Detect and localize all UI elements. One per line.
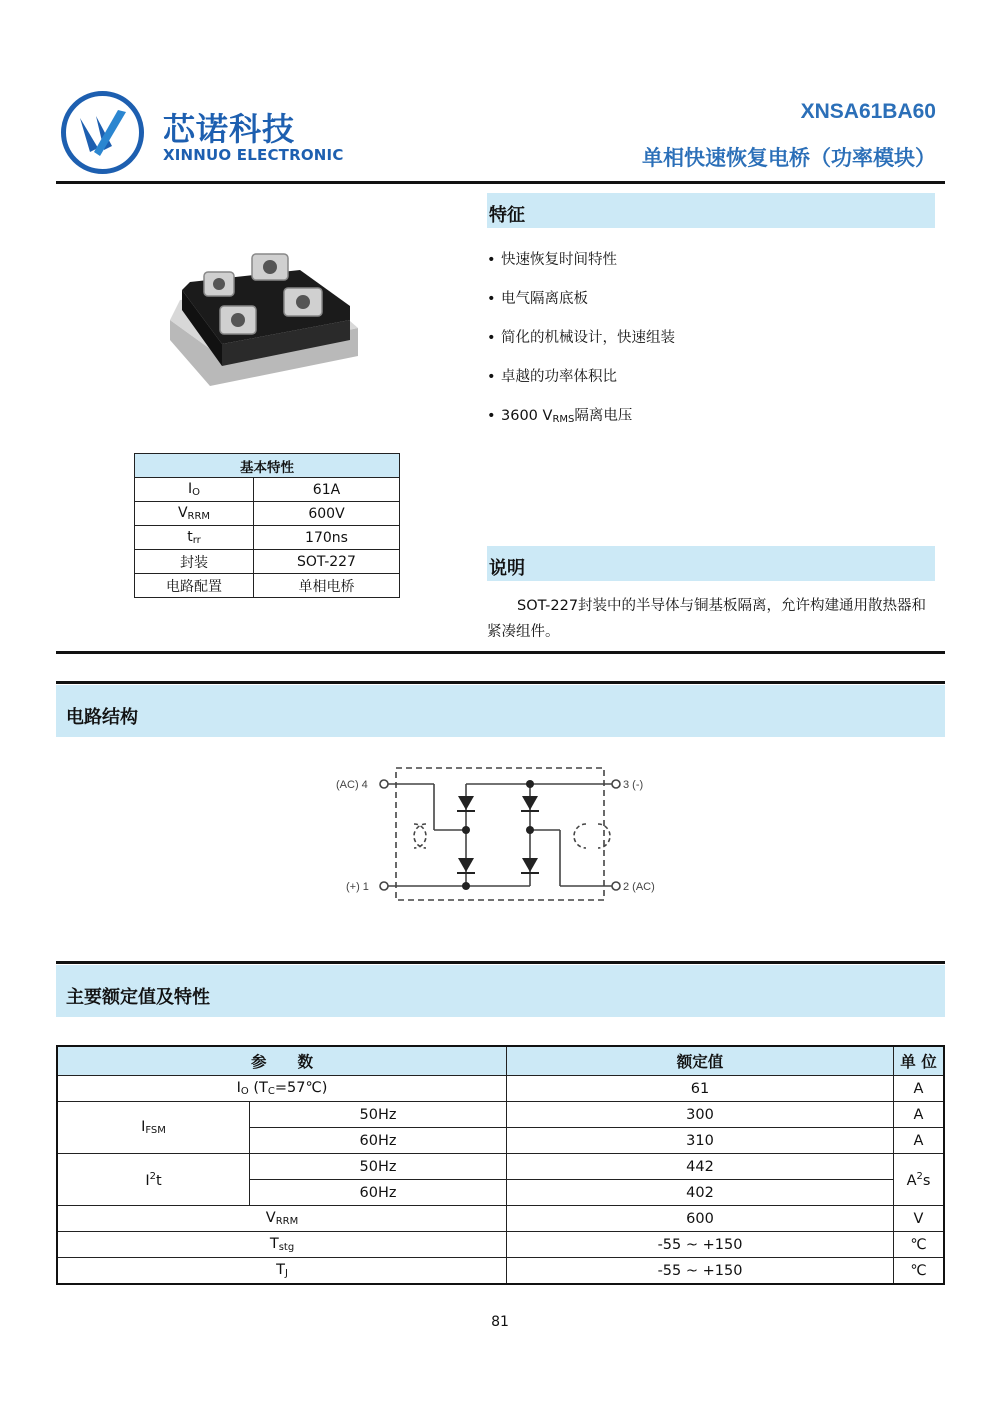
table-row: 60Hz 402 (57, 1180, 944, 1206)
feature-isolation: • 3600 $V_{RMS}$隔离电压 (487, 408, 633, 425)
section-divider (56, 961, 945, 964)
pin-label-4: (AC) 4 (336, 779, 368, 791)
table-row: $I^2t$ 50Hz 442 $A^2s$ (57, 1154, 944, 1180)
table-row: $I_O$ $(T_C=57℃)$ 61 A (57, 1076, 944, 1102)
table-row: 电路配置 单相电桥 (135, 574, 400, 598)
table-row: $I_{FSM}$ 50Hz 300 A (57, 1102, 944, 1128)
brand-name-en: XINNUO ELECTRONIC (163, 146, 344, 164)
table-row: 封装 SOT-227 (135, 550, 400, 574)
page-number: 81 (491, 1314, 509, 1330)
part-description: 单相快速恢复电桥（功率模块） (642, 146, 936, 170)
table-row: 60Hz 310 A (57, 1128, 944, 1154)
features-heading: 特征 (487, 193, 935, 228)
circuit-heading: 电路结构 (56, 685, 945, 737)
circuit-diagram (330, 766, 670, 906)
company-logo (60, 90, 145, 175)
section-divider (56, 681, 945, 684)
section-divider (56, 651, 945, 654)
header-divider (56, 181, 945, 184)
feature-item: • 电气隔离底板 (487, 291, 588, 307)
table-row: $t_{rr}$ 170ns (135, 526, 400, 550)
table-row: $V_{RRM}$ 600 V (57, 1206, 944, 1232)
feature-item: • 快速恢复时间特性 (487, 252, 617, 268)
pin-label-1: (+) 1 (346, 881, 369, 893)
table-row: $T_{stg}$ -55 ~ +150 ℃ (57, 1232, 944, 1258)
ratings-heading: 主要额定值及特性 (56, 965, 945, 1017)
basic-table-title: 基本特性 (135, 454, 400, 478)
table-row: $T_J$ -55 ~ +150 ℃ (57, 1258, 944, 1285)
ratings-table (56, 1045, 945, 1285)
pin-label-2: 2 (AC) (623, 881, 655, 893)
feature-item: • 卓越的功率体积比 (487, 369, 617, 385)
description-text: SOT-227封装中的半导体与铜基板隔离，允许构建通用散热器和紧凑组件。 (487, 598, 927, 640)
feature-item: • 简化的机械设计，快速组装 (487, 330, 675, 346)
description-heading: 说明 (487, 546, 935, 581)
pin-label-3: 3 (-) (623, 779, 644, 791)
product-image (160, 248, 365, 396)
table-row: $V_{RRM}$ 600V (135, 502, 400, 526)
table-row: $I_O$ 61A (135, 478, 400, 502)
part-number: XNSA61BA60 (800, 100, 936, 123)
table-header-row: 参 数 额定值 单 位 (57, 1046, 944, 1076)
brand-name-cn: 芯诺科技 (163, 110, 296, 148)
basic-characteristics-table (134, 453, 400, 598)
